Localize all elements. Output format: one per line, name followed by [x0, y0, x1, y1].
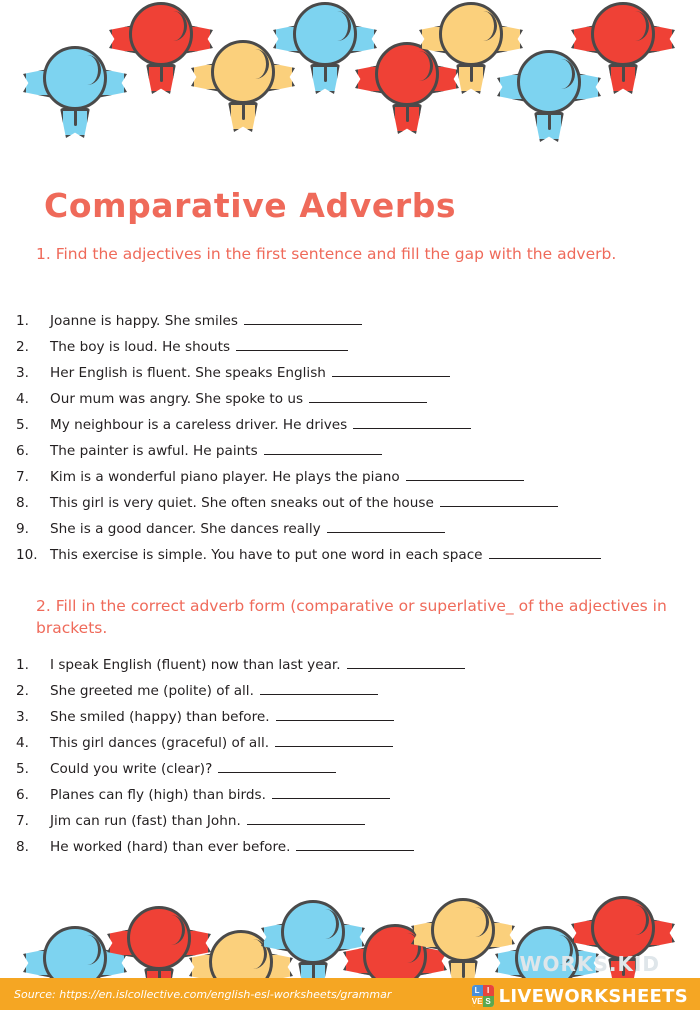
logo-letter-i: I [483, 985, 494, 996]
answer-blank[interactable] [332, 363, 450, 377]
exercise-2-list [12, 652, 692, 860]
page-title: Comparative Adverbs [44, 186, 457, 225]
question-number: 8. [16, 495, 29, 511]
logo-letter-ve: VE [471, 996, 483, 1006]
question-item [12, 834, 692, 860]
question-item [12, 386, 692, 412]
question-text: She smiled (happy) than before. [50, 709, 270, 725]
question-text: He worked (hard) than ever before. [50, 839, 291, 855]
question-item [12, 490, 692, 516]
instruction-exercise-1: 1. Find the adjectives in the first sentence and fill the gap with the adverb. [36, 245, 617, 263]
candy-icon [32, 46, 118, 132]
answer-blank[interactable] [489, 545, 601, 559]
question-number: 4. [16, 391, 29, 407]
question-number: 6. [16, 787, 29, 803]
question-item [12, 334, 692, 360]
question-number: 10. [16, 547, 38, 563]
answer-blank[interactable] [327, 519, 445, 533]
exercise-1-list [12, 308, 692, 568]
question-text: The boy is loud. He shouts [50, 339, 231, 355]
question-text: Jim can run (fast) than John. [50, 813, 241, 829]
watermark-text: WORKS.KID [519, 952, 660, 976]
candy-icon [116, 906, 202, 978]
candy-icon [200, 40, 286, 126]
question-text: She greeted me (polite) of all. [50, 683, 254, 699]
question-item [12, 678, 692, 704]
candy-icon [270, 900, 356, 978]
question-number: 6. [16, 443, 29, 459]
question-item [12, 782, 692, 808]
liveworksheets-logo-icon [472, 985, 494, 1007]
question-number: 3. [16, 365, 29, 381]
answer-blank[interactable] [276, 707, 394, 721]
answer-blank[interactable] [275, 733, 393, 747]
question-item [12, 438, 692, 464]
question-number: 8. [16, 839, 29, 855]
question-text: My neighbour is a careless driver. He drives [50, 417, 348, 433]
question-number: 3. [16, 709, 29, 725]
question-number: 1. [16, 313, 29, 329]
question-item [12, 412, 692, 438]
question-text: I speak English (fluent) now than last year. [50, 657, 341, 673]
question-item [12, 704, 692, 730]
answer-blank[interactable] [264, 441, 382, 455]
logo-letter-l: L [472, 985, 483, 996]
question-text: Kim is a wonderful piano player. He plays the piano [50, 469, 400, 485]
footer-bar [0, 978, 700, 1010]
question-item [12, 464, 692, 490]
answer-blank[interactable] [236, 337, 348, 351]
question-item [12, 730, 692, 756]
question-text: Her English is fluent. She speaks English [50, 365, 326, 381]
question-text: This exercise is simple. You have to put one word in each space [50, 547, 483, 563]
question-item [12, 652, 692, 678]
question-item [12, 756, 692, 782]
question-item [12, 516, 692, 542]
liveworksheets-brand[interactable] [472, 985, 688, 1007]
question-item [12, 308, 692, 334]
question-number: 1. [16, 657, 29, 673]
answer-blank[interactable] [406, 467, 524, 481]
question-text: The painter is awful. He paints [50, 443, 258, 459]
question-item [12, 542, 692, 568]
instruction-exercise-2: 2. Fill in the correct adverb form (comparative or superlative_ of the adjectives in brackets. [36, 597, 667, 637]
brand-name: LIVEWORKSHEETS [498, 985, 688, 1007]
question-number: 5. [16, 417, 29, 433]
question-number: 9. [16, 521, 29, 537]
question-text: She is a good dancer. She dances really [50, 521, 321, 537]
answer-blank[interactable] [272, 785, 390, 799]
question-number: 4. [16, 735, 29, 751]
question-number: 2. [16, 683, 29, 699]
question-text: Planes can fly (high) than birds. [50, 787, 266, 803]
logo-letter-s: S [483, 996, 494, 1007]
candy-icon [118, 2, 204, 88]
candy-icon [428, 2, 514, 88]
answer-blank[interactable] [296, 837, 414, 851]
source-link[interactable]: Source: https://en.islcollective.com/english-esl-worksheets/grammar [14, 987, 392, 1001]
answer-blank[interactable] [244, 311, 362, 325]
question-text: This girl dances (graceful) of all. [50, 735, 270, 751]
question-text: Our mum was angry. She spoke to us [50, 391, 304, 407]
question-text: This girl is very quiet. She often sneaks out of the house [50, 495, 434, 511]
question-text: Joanne is happy. She smiles [50, 313, 238, 329]
question-item [12, 808, 692, 834]
answer-blank[interactable] [309, 389, 427, 403]
question-number: 2. [16, 339, 29, 355]
candy-icon [282, 2, 368, 88]
answer-blank[interactable] [347, 655, 465, 669]
question-number: 5. [16, 761, 29, 777]
top-candy-decoration [0, 0, 700, 165]
answer-blank[interactable] [260, 681, 378, 695]
answer-blank[interactable] [247, 811, 365, 825]
candy-icon [32, 926, 118, 978]
answer-blank[interactable] [353, 415, 471, 429]
question-text: Could you write (clear)? [50, 761, 213, 777]
candy-icon [580, 2, 666, 88]
candy-icon [420, 898, 506, 978]
answer-blank[interactable] [440, 493, 558, 507]
question-item [12, 360, 692, 386]
question-number: 7. [16, 813, 29, 829]
answer-blank[interactable] [218, 759, 336, 773]
question-number: 7. [16, 469, 29, 485]
